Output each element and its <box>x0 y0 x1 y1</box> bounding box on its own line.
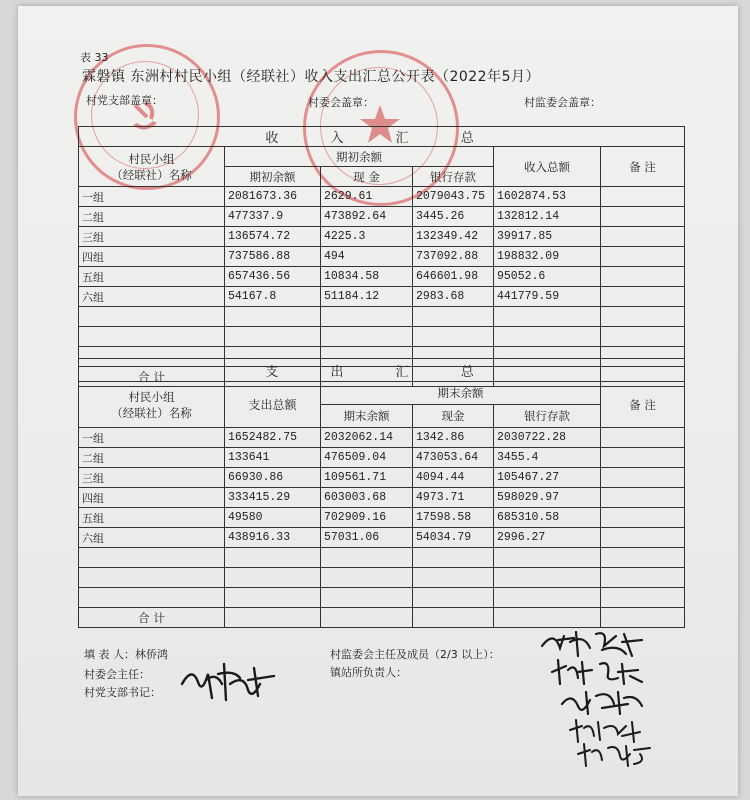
table-row: 四组 737586.88 494 737092.88 198832.09 <box>79 247 685 267</box>
expense-note-header: 备 注 <box>601 382 685 428</box>
table-row: 二组 477337.9 473892.64 3445.26 132812.14 <box>79 207 685 227</box>
supervise-signature-3 <box>558 686 648 718</box>
secretary-signature <box>178 654 278 706</box>
supervise-label: 村监委会主任及成员（2/3 以上）： <box>330 648 500 661</box>
table-row: 六组 438916.33 57031.06 54034.79 2996.27 <box>79 528 685 548</box>
income-group-header: 村民小组 （经联社）名称 <box>79 147 225 187</box>
table-row: 三组 136574.72 4225.3 132349.42 39917.85 <box>79 227 685 247</box>
committee-head-label: 村委会主任： <box>84 668 150 681</box>
expense-section-title: 支 出 汇 总 <box>79 359 685 382</box>
expense-total-header: 支出总额 <box>225 382 321 428</box>
supervise-signature-5 <box>574 740 654 768</box>
empty-row <box>79 307 685 327</box>
table-row: 五组 49580 702909.16 17598.58 685310.58 <box>79 508 685 528</box>
table-row: 三组 66930.86 109561.71 4094.44 105467.27 <box>79 468 685 488</box>
table-row: 二组 133641 476509.04 473053.64 3455.4 <box>79 448 685 468</box>
station-label: 镇站所负责人： <box>330 666 407 679</box>
filler-label: 填 表 人：林侨鸿 <box>84 648 168 661</box>
income-section-title: 收 入 汇 总 <box>79 127 685 147</box>
empty-row <box>79 548 685 568</box>
income-cash-header: 现 金 <box>321 167 413 187</box>
table-row: 四组 333415.29 603003.68 4973.71 598029.97 <box>79 488 685 508</box>
income-opening-header: 期初余额 <box>225 147 494 167</box>
table-number: 表 33 <box>80 51 109 64</box>
expense-closing-header: 期末余额 <box>321 382 601 405</box>
party-stamp-label: 村党支部盖章： <box>86 94 163 107</box>
expense-total-row: 合 计 <box>79 608 685 628</box>
income-opening-sub: 期初余额 <box>225 167 321 187</box>
table-row: 六组 54167.8 51184.12 2983.68 441779.59 <box>79 287 685 307</box>
income-bank-header: 银行存款 <box>413 167 494 187</box>
empty-row <box>79 568 685 588</box>
table-row: 一组 1652482.75 2032062.14 1342.86 2030722.28 <box>79 428 685 448</box>
empty-row <box>79 588 685 608</box>
supervise-signature-1 <box>538 626 648 660</box>
income-note-header: 备 注 <box>601 147 685 187</box>
expense-closing-sub: 期末余额 <box>321 405 413 428</box>
empty-row <box>79 327 685 347</box>
expense-cash-header: 现金 <box>413 405 494 428</box>
title-town: 霖磐镇 <box>82 69 126 85</box>
party-secretary-label: 村党支部书记： <box>84 686 161 699</box>
expense-bank-header: 银行存款 <box>494 405 601 428</box>
supervise-signature-2 <box>548 656 648 688</box>
expense-table <box>78 358 685 628</box>
table-row: 一组 2081673.36 2629.61 2079043.75 1602874.53 <box>79 187 685 207</box>
committee-stamp-label: 村委会盖章： <box>308 96 374 109</box>
expense-group-header: 村民小组 （经联社）名称 <box>79 382 225 428</box>
table-row: 五组 657436.56 10834.58 646601.98 95052.6 <box>79 267 685 287</box>
title-text: 东洲村村民小组（经联社）收入支出汇总公开表（2022年5月） <box>130 69 540 85</box>
income-total-row: 合 计 <box>79 367 685 387</box>
income-table <box>78 126 685 387</box>
supervise-stamp-label: 村监委会盖章： <box>524 96 601 109</box>
document-sheet <box>18 6 738 796</box>
income-total-header: 收入总额 <box>494 147 601 187</box>
document-title <box>82 66 540 86</box>
